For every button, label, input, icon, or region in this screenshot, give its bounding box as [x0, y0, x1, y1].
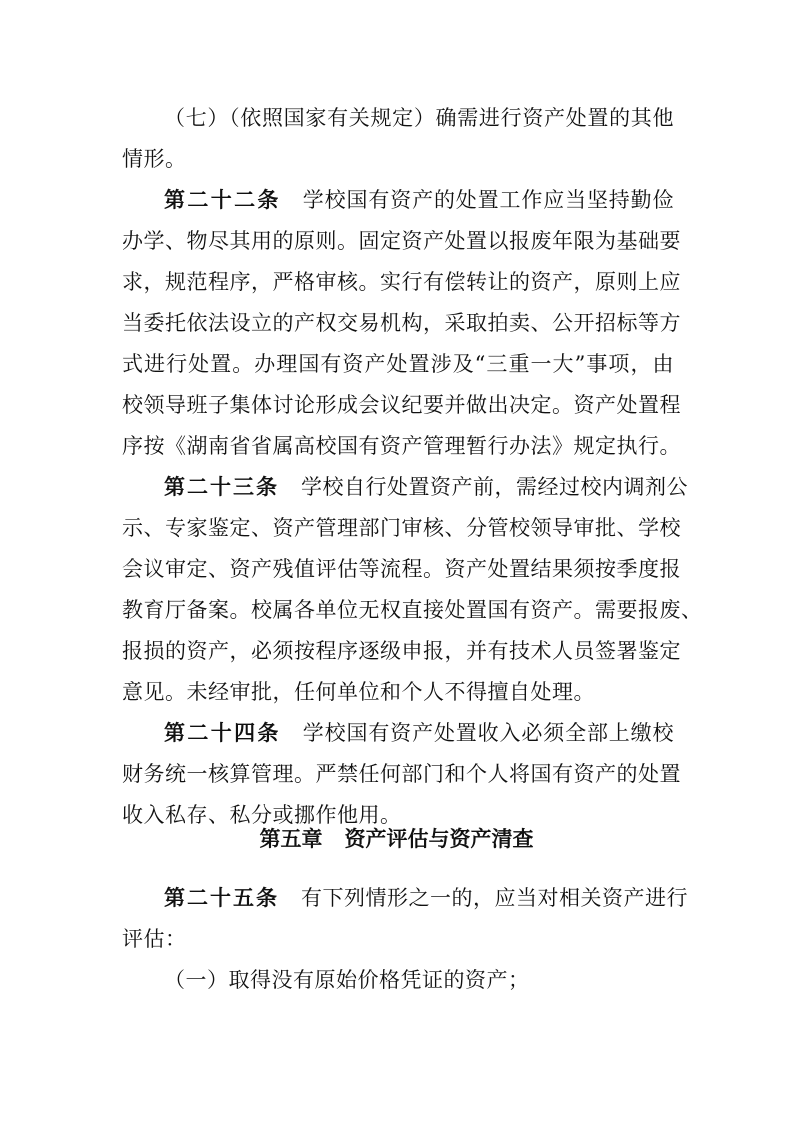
paragraph-line: 当委托依法设立的产权交易机构，采取拍卖、公开招标等方 — [122, 311, 681, 335]
paragraph-line: （七）（依照国家有关规定）确需进行资产处置的其他 — [164, 106, 674, 130]
article-text: 有下列情形之一的，应当对相关资产进行 — [301, 886, 688, 910]
paragraph-line: 办学、物尽其用的原则。固定资产处置以报废年限为基础要 — [122, 229, 681, 253]
article-23-first-line — [164, 475, 688, 499]
paragraph-line: 校领导班子集体讨论形成会议纪要并做出决定。资产处置程 — [122, 393, 681, 417]
article-22-first-line — [164, 188, 674, 212]
list-item: （一）取得没有原始价格凭证的资产； — [164, 968, 530, 992]
paragraph-line: 序按《湖南省省属高校国有资产管理暂行办法》规定执行。 — [122, 434, 681, 458]
article-25-first-line — [164, 886, 688, 910]
paragraph-line: 情形。 — [122, 147, 187, 171]
paragraph-line: 评估： — [122, 927, 187, 951]
paragraph-line: 会议审定、资产残值评估等流程。资产处置结果须按季度报 — [122, 557, 681, 581]
paragraph-line: 示、专家鉴定、资产管理部门审核、分管校领导审批、学校 — [122, 516, 681, 540]
paragraph-line: 财务统一核算管理。严禁任何部门和个人将国有资产的处置 — [122, 762, 681, 786]
paragraph-line: 报损的资产，必须按程序逐级申报，并有技术人员签署鉴定 — [122, 639, 681, 663]
chapter-title: 资产评估与资产清查 — [344, 827, 534, 851]
chapter-number: 第五章 — [259, 827, 323, 851]
article-number: 第二十二条 — [164, 188, 281, 212]
article-text: 学校国有资产处置收入必须全部上缴校 — [302, 721, 675, 745]
paragraph-line: 式进行处置。办理国有资产处置涉及“三重一大”事项，由 — [122, 352, 674, 376]
article-number: 第二十四条 — [164, 721, 281, 745]
paragraph-line: 收入私存、私分或挪作他用。 — [122, 803, 402, 827]
article-number: 第二十三条 — [164, 475, 279, 499]
article-text: 学校国有资产的处置工作应当坚持勤俭 — [302, 188, 675, 212]
paragraph-line: 求，规范程序，严格审核。实行有偿转让的资产，原则上应 — [122, 270, 681, 294]
paragraph-line: 意见。未经审批，任何单位和个人不得擅自处理。 — [122, 680, 595, 704]
article-text: 学校自行处置资产前，需经过校内调剂公 — [301, 475, 688, 499]
paragraph-line: 教育厅备案。校属各单位无权直接处置国有资产。需要报废、 — [122, 598, 703, 622]
article-24-first-line — [164, 721, 674, 745]
chapter-heading — [0, 826, 793, 852]
article-number: 第二十五条 — [164, 886, 279, 910]
